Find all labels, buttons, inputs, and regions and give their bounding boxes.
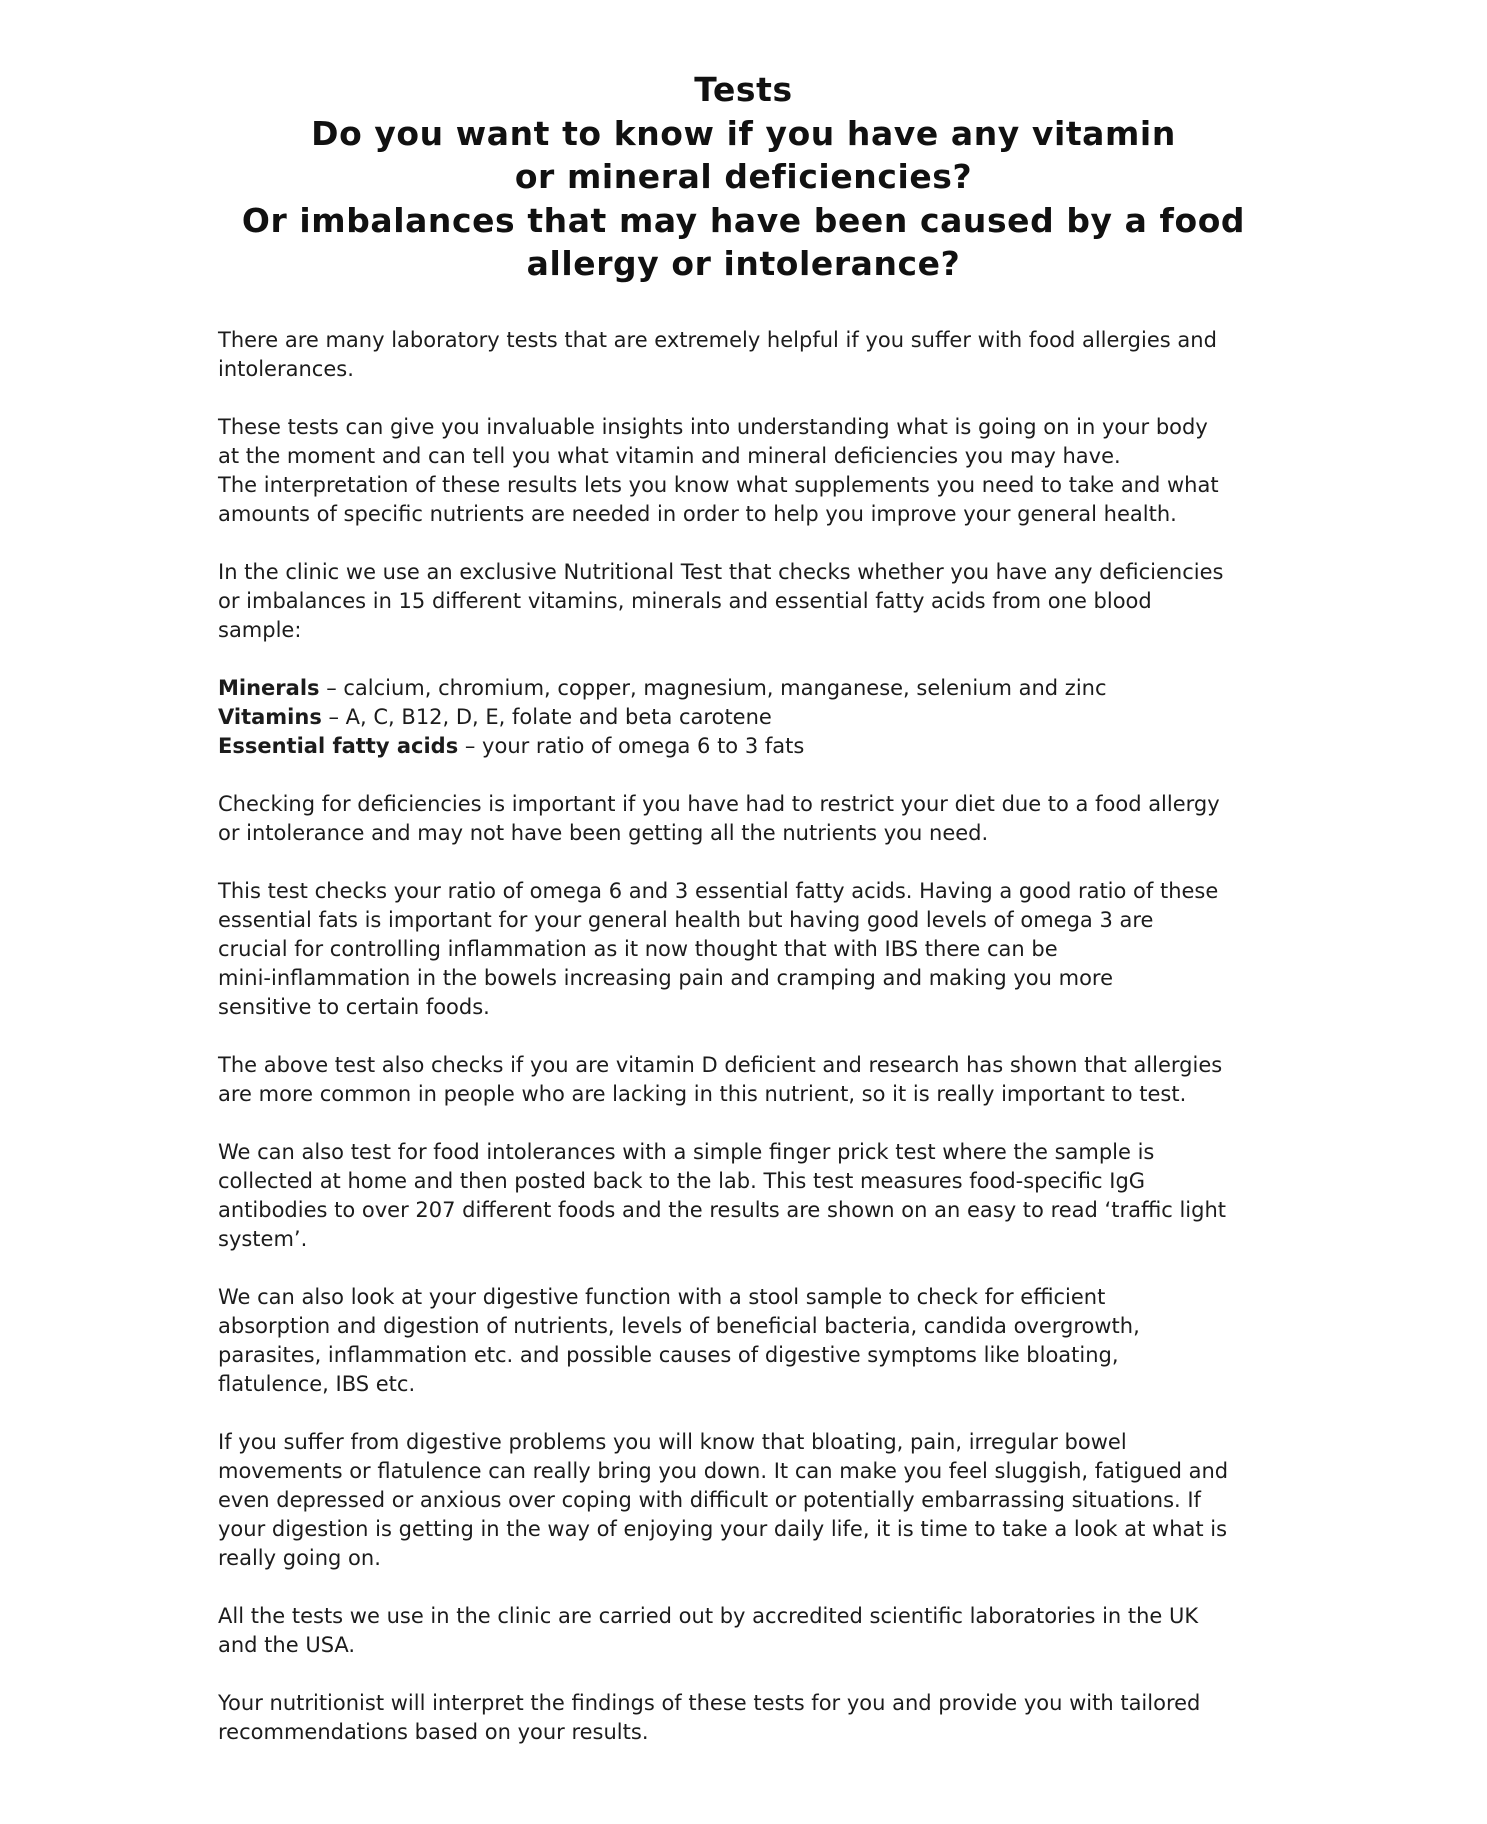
nutrient-item-fatty-acids xyxy=(218,732,1283,761)
paragraph-intro xyxy=(218,326,1283,384)
text-line: In the clinic we use an exclusive Nutritional Test that checks whether you have any deficiencies xyxy=(218,560,1224,584)
nutrient-label: Minerals xyxy=(218,676,320,700)
text-line: essential fats is important for your general health but having good levels of omega 3 are xyxy=(218,908,1154,932)
text-line: or imbalances in 15 different vitamins, minerals and essential fatty acids from one blood xyxy=(218,589,1152,613)
heading-line: or mineral deficiencies? xyxy=(514,157,973,196)
text-line: All the tests we use in the clinic are carried out by accredited scientific laboratories in the UK xyxy=(218,1604,1199,1628)
heading-line: Or imbalances that may have been caused by a food xyxy=(241,200,1246,240)
text-line: amounts of specific nutrients are needed in order to help you improve your general health. xyxy=(218,502,1177,526)
text-line: There are many laboratory tests that are extremely helpful if you suffer with food allergies and xyxy=(218,328,1217,352)
text-line: Checking for deficiencies is important if you have had to restrict your diet due to a food allergy xyxy=(218,792,1220,816)
heading-line: allergy or intolerance? xyxy=(526,244,961,283)
heading-line: Do you want to know if you have any vitamin xyxy=(311,113,1176,153)
text-line: movements or flatulence can really bring you down. It can make you feel sluggish, fatigued and xyxy=(218,1459,1229,1483)
text-line: recommendations based on your results. xyxy=(218,1720,649,1744)
text-line: sample: xyxy=(218,618,302,642)
text-line: flatulence, IBS etc. xyxy=(218,1372,416,1396)
text-line: collected at home and then posted back to the lab. This test measures food-specific IgG xyxy=(218,1169,1146,1193)
text-line: are more common in people who are lacking in this nutrient, so it is really important to test. xyxy=(218,1082,1187,1106)
text-line: really going on. xyxy=(218,1546,381,1570)
text-line: mini-inflammation in the bowels increasing pain and cramping and making you more xyxy=(218,966,1114,990)
page-heading xyxy=(0,68,1487,286)
heading-line: Tests xyxy=(694,70,793,109)
text-line: or intolerance and may not have been getting all the nutrients you need. xyxy=(218,821,989,845)
text-line: These tests can give you invaluable insights into understanding what is going on in your body xyxy=(218,415,1208,439)
paragraph-laboratories xyxy=(218,1602,1283,1660)
text-line: system’. xyxy=(218,1227,308,1251)
nutrient-label: Essential fatty acids xyxy=(218,734,459,758)
text-line: sensitive to certain foods. xyxy=(218,995,490,1019)
paragraph-vitamin-d xyxy=(218,1051,1283,1109)
text-line: We can also look at your digestive function with a stool sample to check for efficient xyxy=(218,1285,1106,1309)
paragraph-insights xyxy=(218,413,1283,529)
text-line: The interpretation of these results lets you know what supplements you need to take and what xyxy=(218,473,1219,497)
nutrient-text: – calcium, chromium, copper, magnesium, manganese, selenium and zinc xyxy=(319,676,1107,700)
text-line: intolerances. xyxy=(218,357,354,381)
paragraph-omega xyxy=(218,877,1283,1022)
text-line: Your nutritionist will interpret the findings of these tests for you and provide you with tailored xyxy=(218,1691,1201,1715)
paragraph-digestive-function xyxy=(218,1283,1283,1399)
nutrient-text: – A, C, B12, D, E, folate and beta carotene xyxy=(321,705,772,729)
nutrient-item-vitamins xyxy=(218,703,1283,732)
text-line: parasites, inflammation etc. and possible causes of digestive symptoms like bloating, xyxy=(218,1343,1119,1367)
text-line: crucial for controlling inflammation as it now thought that with IBS there can be xyxy=(218,937,1058,961)
text-line: antibodies to over 207 different foods and the results are shown on an easy to read ‘traffic light xyxy=(218,1198,1227,1222)
nutrient-item-minerals xyxy=(218,674,1283,703)
paragraph-nutritionist xyxy=(218,1689,1283,1747)
nutrient-list xyxy=(218,674,1283,761)
paragraph-food-intolerance xyxy=(218,1138,1283,1254)
text-line: We can also test for food intolerances with a simple finger prick test where the sample is xyxy=(218,1140,1155,1164)
text-line: and the USA. xyxy=(218,1633,356,1657)
text-line: The above test also checks if you are vitamin D deficient and research has shown that allergies xyxy=(218,1053,1223,1077)
text-line: This test checks your ratio of omega 6 and 3 essential fatty acids. Having a good ratio of these xyxy=(218,879,1219,903)
paragraph-digestive-problems xyxy=(218,1428,1283,1573)
text-line: absorption and digestion of nutrients, levels of beneficial bacteria, candida overgrowth, xyxy=(218,1314,1140,1338)
text-line: at the moment and can tell you what vitamin and mineral deficiencies you may have. xyxy=(218,444,1121,468)
paragraph-deficiencies xyxy=(218,790,1283,848)
text-line: If you suffer from digestive problems you will know that bloating, pain, irregular bowel xyxy=(218,1430,1127,1454)
paragraph-nutritional-test xyxy=(218,558,1283,645)
nutrient-label: Vitamins xyxy=(218,705,322,729)
body-content xyxy=(218,326,1283,1776)
text-line: even depressed or anxious over coping with difficult or potentially embarrassing situations. If xyxy=(218,1488,1201,1512)
nutrient-text: – your ratio of omega 6 to 3 fats xyxy=(458,734,805,758)
text-line: your digestion is getting in the way of enjoying your daily life, it is time to take a look at what is xyxy=(218,1517,1228,1541)
